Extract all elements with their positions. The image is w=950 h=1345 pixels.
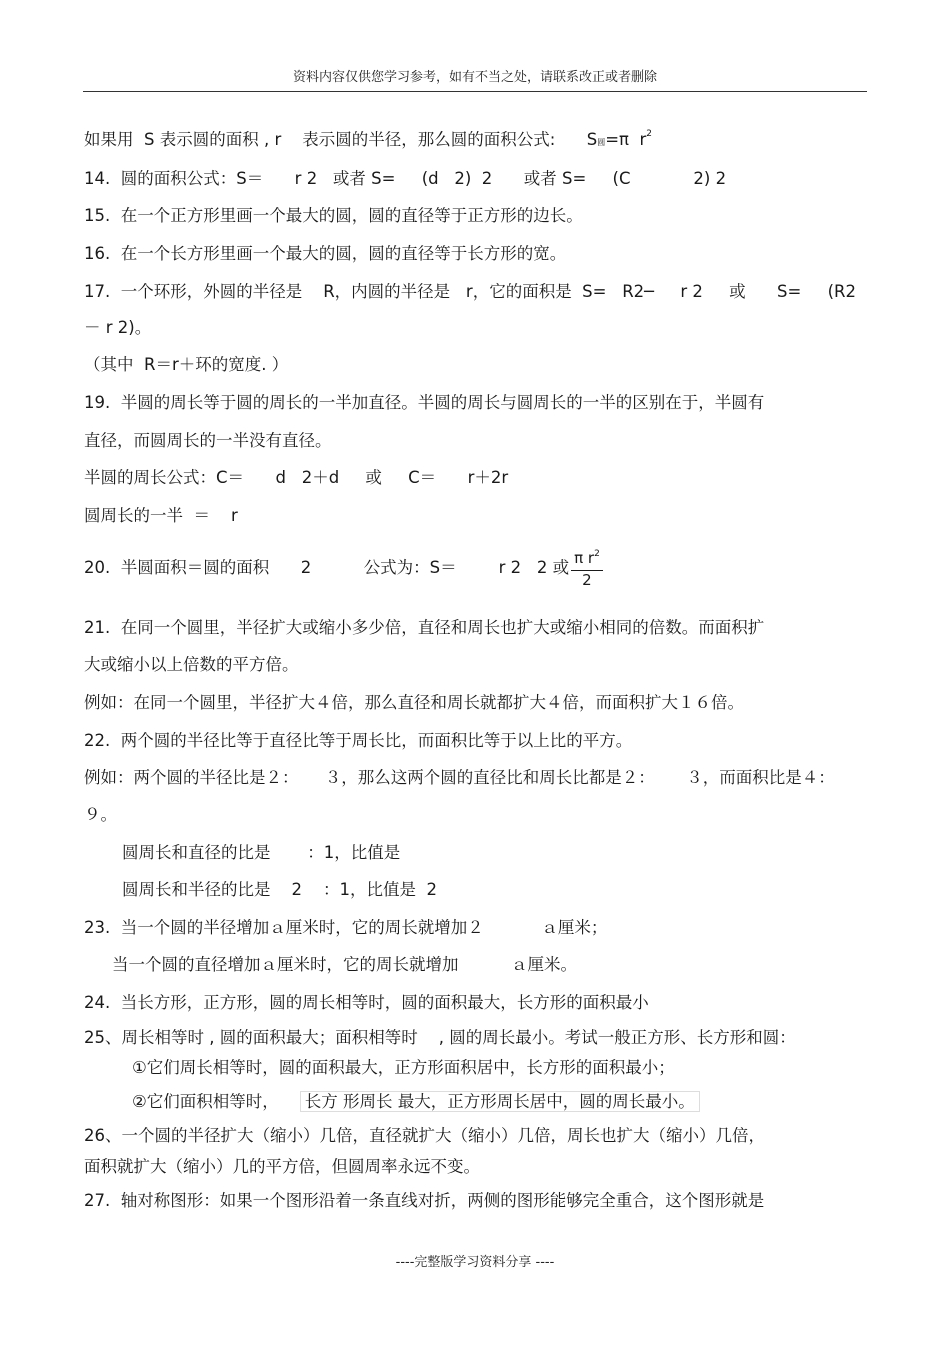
item-15: 15. 在一个正方形里画一个最大的圆，圆的直径等于正方形的边长。 bbox=[84, 206, 583, 225]
text: 20. 半圆面积＝圆的面积 2 公式为：S＝ r 2 2 或 bbox=[84, 558, 570, 577]
page-header: 资料内容仅供您学习参考，如有不当之处，请联系改正或者删除 bbox=[292, 70, 657, 85]
item-23-line2: 当一个圆的直径增加ａ厘米时，它的周长就增加 ａ厘米。 bbox=[112, 955, 577, 974]
ring-width-note: （其中 R＝r＋环的宽度. ） bbox=[84, 355, 289, 374]
item-22-example-line1: 例如：两个圆的半径比是２： ３，那么这两个圆的直径比和周长比都是２： ３，而面积比是４： bbox=[84, 768, 835, 787]
item-14: 14. 圆的面积公式：S＝ r 2 或者 S= (d 2) 2 或者 S= (C 2) 2 bbox=[84, 169, 727, 188]
text: 如果用 S 表示圆的面积 , r 表示圆的半径，那么圆的面积公式: S bbox=[84, 130, 598, 149]
boxed-text: 长方 形周长 最大，正方形周长居中，圆的周长最小。 bbox=[300, 1091, 700, 1112]
fraction bbox=[571, 549, 603, 589]
item-25: 25、周长相等时 , 圆的面积最大；面积相等时 , 圆的周长最小。考试一般正方形、长方形和圆： bbox=[84, 1028, 796, 1047]
circumference-diameter-ratio: 圆周长和直径的比是 ：1，比值是 bbox=[122, 843, 401, 862]
text: =π r bbox=[605, 130, 647, 149]
text: ②它们面积相等时， bbox=[132, 1092, 300, 1111]
superscript: 2 bbox=[646, 129, 652, 139]
page-footer: ----完整版学习资料分享 ---- bbox=[395, 1255, 555, 1270]
item-27: 27. 轴对称图形：如果一个图形沿着一条直线对折，两侧的图形能够完全重合，这个图形就是 bbox=[84, 1191, 765, 1210]
header-rule bbox=[83, 91, 867, 92]
semicircle-perimeter-formula: 半圆的周长公式：C＝ d 2＋d 或 C＝ r＋2r bbox=[84, 468, 509, 487]
item-22: 22. 两个圆的半径比等于直径比等于周长比，而面积比等于以上比的平方。 bbox=[84, 731, 633, 750]
item-21-line1: 21. 在同一个圆里，半径扩大或缩小多少倍，直径和周长也扩大或缩小相同的倍数。而面积扩 bbox=[84, 618, 765, 637]
item-25-point1: ①它们周长相等时，圆的面积最大，正方形面积居中，长方形的面积最小； bbox=[132, 1058, 675, 1077]
item-25-point2 bbox=[132, 1091, 700, 1113]
circumference-radius-ratio: 圆周长和半径的比是 2 ：1，比值是 2 bbox=[122, 880, 437, 899]
item-21-example: 例如：在同一个圆里，半径扩大４倍，那么直径和周长就都扩大４倍，而面积扩大１６倍。 bbox=[84, 693, 744, 712]
item-24: 24. 当长方形，正方形，圆的周长相等时，圆的面积最大，长方形的面积最小 bbox=[84, 993, 649, 1012]
item-16: 16. 在一个长方形里画一个最大的圆，圆的直径等于长方形的宽。 bbox=[84, 244, 567, 263]
item-26-line2: 面积就扩大（缩小）几的平方倍，但圆周率永远不变。 bbox=[84, 1157, 480, 1176]
area-formula-intro bbox=[84, 129, 652, 154]
item-17-line2: － r 2)。 bbox=[84, 318, 152, 337]
fraction-numerator: π $r^2$ bbox=[571, 549, 603, 571]
item-17-line1: 17. 一个环形，外圆的半径是 R，内圆的半径是 r，它的面积是 S= R2─ r 2 或 S= (R2 bbox=[84, 282, 856, 301]
item-21-line2: 大或缩小以上倍数的平方倍。 bbox=[84, 655, 299, 674]
fraction-denominator: 2 bbox=[582, 570, 592, 589]
half-circumference: 圆周长的一半 ＝ r bbox=[84, 506, 238, 525]
item-26-line1: 26、一个圆的半径扩大（缩小）几倍，直径就扩大（缩小）几倍，周长也扩大（缩小）几倍， bbox=[84, 1126, 765, 1145]
item-23-line1: 23. 当一个圆的半径增加ａ厘米时，它的周长就增加２ ａ厘米； bbox=[84, 918, 608, 937]
subscript: 圆 bbox=[597, 138, 606, 147]
item-19-line2: 直径，而圆周长的一半没有直径。 bbox=[84, 431, 332, 450]
item-22-example-line2: ９。 bbox=[84, 805, 117, 824]
item-20 bbox=[84, 546, 603, 590]
item-19-line1: 19. 半圆的周长等于圆的周长的一半加直径。半圆的周长与圆周长的一半的区别在于，半圆有 bbox=[84, 393, 765, 412]
